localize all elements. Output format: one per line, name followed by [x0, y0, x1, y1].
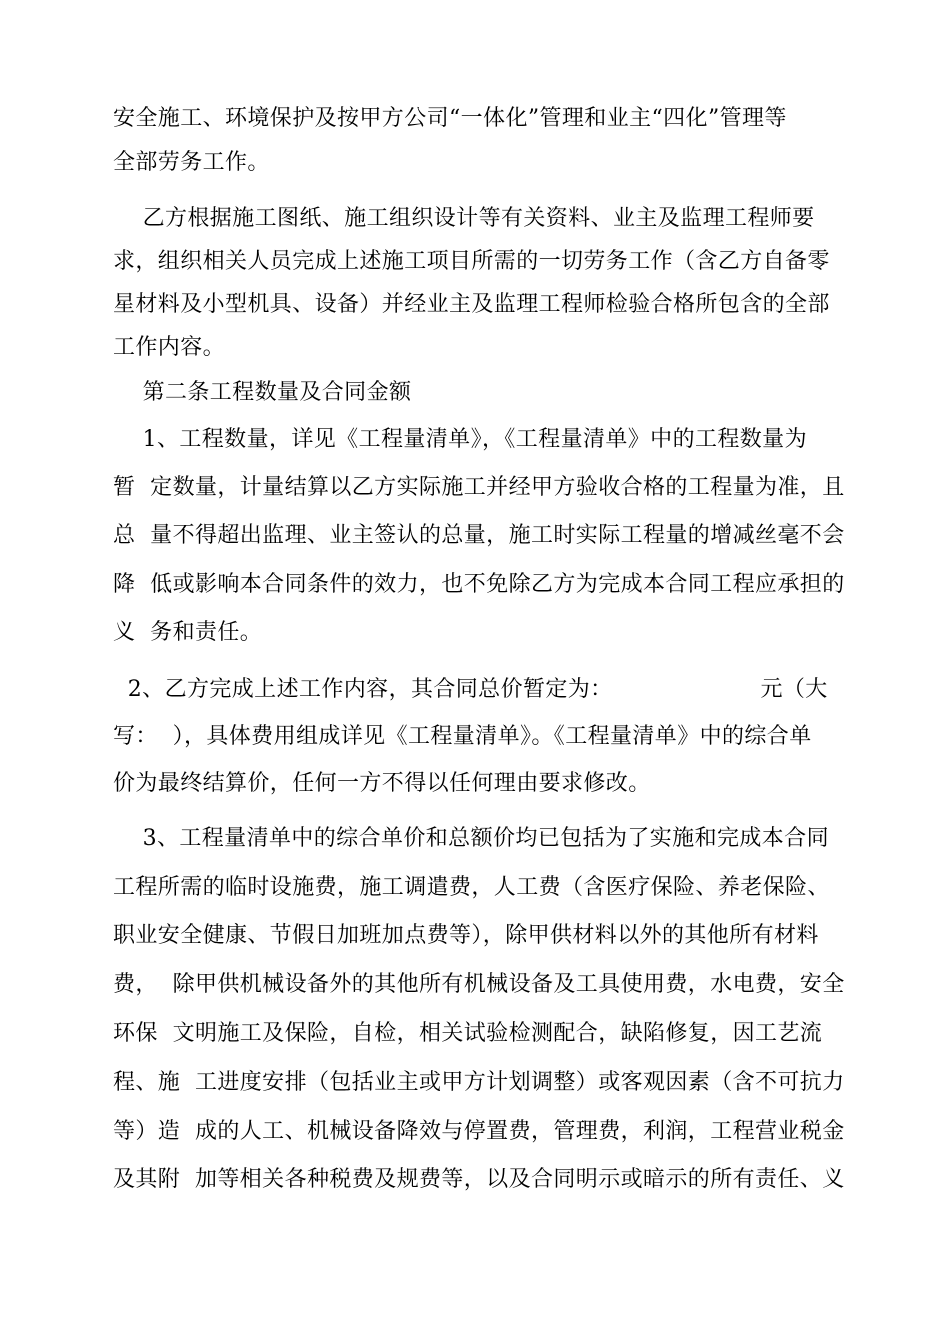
text-line: 1、工程数量，详见《工程量清单》，《工程量清单》中的工程数量为 — [113, 427, 807, 452]
text-line: 工作内容。 — [113, 335, 226, 360]
text-line: 程、施 工进度安排（包括业主或甲方计划调整）或客观因素（含不可抗力 — [113, 1070, 845, 1095]
text-line: 求，组织相关人员完成上述施工项目所需的一切劳务工作（含乙方自备零 — [113, 249, 830, 274]
text-line: 全部劳务工作。 — [113, 150, 270, 175]
text-line: 安全施工、环境保护及按甲方公司“一体化”管理和业主“四化”管理等 — [113, 106, 787, 131]
text-line: 职业安全健康、节假日加班加点费等），除甲供材料以外的其他所有材料 — [113, 923, 819, 948]
text-line: 降 低或影响本合同条件的效力，也不免除乙方为完成本合同工程应承担的 — [113, 572, 845, 597]
text-line: 等）造 成的人工、机械设备降效与停置费，管理费，利润，工程营业税金 — [113, 1119, 845, 1144]
text-line: 2、乙方完成上述工作内容，其合同总价暂定为： 元（大 — [113, 677, 828, 702]
text-line: 写： ），具体费用组成详见《工程量清单》。《工程量清单》中的综合单 — [113, 724, 812, 749]
text-line: 价为最终结算价，任何一方不得以任何理由要求修改。 — [113, 771, 651, 796]
text-line: 总 量不得超出监理、业主签认的总量，施工时实际工程量的增减丝毫不会 — [113, 523, 845, 548]
text-line: 星材料及小型机具、设备）并经业主及监理工程师检验合格所包含的全部 — [113, 292, 830, 317]
section-heading: 第二条工程数量及合同金额 — [113, 380, 412, 405]
text-line: 工程所需的临时设施费，施工调遣费，人工费（含医疗保险、养老保险、 — [113, 875, 830, 900]
text-line: 乙方根据施工图纸、施工组织设计等有关资料、业主及监理工程师要 — [113, 206, 815, 231]
text-line: 环保 文明施工及保险，自检，相关试验检测配合，缺陷修复，因工艺流 — [113, 1021, 823, 1046]
text-line: 及其附 加等相关各种税费及规费等，以及合同明示或暗示的所有责任、义 — [113, 1167, 845, 1192]
text-line: 3、工程量清单中的综合单价和总额价均已包括为了实施和完成本合同 — [113, 826, 829, 851]
text-line: 义 务和责任。 — [113, 620, 263, 645]
text-line: 费， 除甲供机械设备外的其他所有机械设备及工具使用费，水电费，安全 — [113, 972, 845, 997]
text-line: 暂 定数量，计量结算以乙方实际施工并经甲方验收合格的工程量为准，且 — [113, 475, 845, 500]
